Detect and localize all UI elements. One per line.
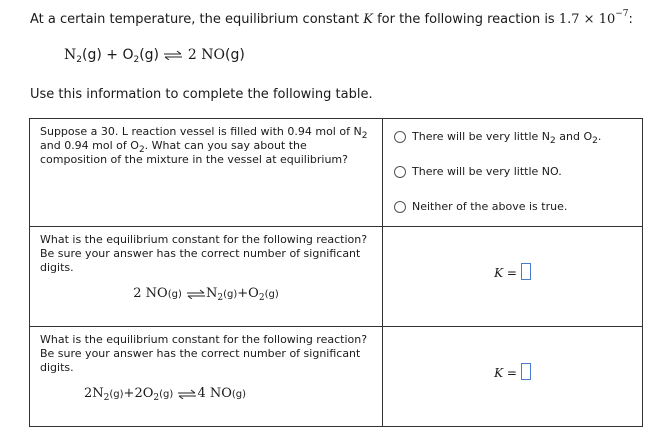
reaction-equation: 2 NO(g) $N_2(g)+O_2(g)$ <box>133 286 279 303</box>
option-little-no[interactable] <box>383 154 642 189</box>
question-cell <box>30 327 383 427</box>
k-symbol: K <box>363 12 373 27</box>
radio-button[interactable] <box>394 166 406 178</box>
option-neither[interactable] <box>383 189 642 224</box>
table-row <box>30 119 643 227</box>
question-text: What is the equilibrium constant for the following reaction? Be sure your answer has the correct number of significant digits. <box>40 233 368 274</box>
k-answer-line: K = <box>383 263 642 280</box>
option-label: There will be very little $N_2$ and $O_2$. <box>412 130 602 146</box>
question-table <box>29 118 643 427</box>
radio-button[interactable] <box>394 201 406 213</box>
answer-options-cell <box>383 119 643 227</box>
answer-cell <box>383 227 643 327</box>
main-reaction-equation: $N_2(g) + O_2(g)$ 2 NO(g) <box>64 47 245 65</box>
intro-text: At a certain temperature, the equilibrium constant K for the following reaction is $1.7 \times 10^{-7}$: <box>30 9 633 27</box>
table-row <box>30 227 643 327</box>
option-label: Neither of the above is true. <box>412 200 568 213</box>
k-answer-input[interactable] <box>521 363 531 380</box>
k-value: $1.7 \times 10^{-7}$ <box>558 9 629 27</box>
equilibrium-arrow-icon <box>163 50 183 60</box>
equilibrium-arrow-icon <box>177 389 197 399</box>
question-text: What is the equilibrium constant for the following reaction? Be sure your answer has the correct number of significant digits. <box>40 333 368 374</box>
question-cell: Suppose a 30. L reaction vessel is filled with 0.94 mol of $N_2$ and 0.94 mol of $O_2$. What can you say about the composition of the mixture in the vessel at equilibrium? <box>30 119 383 227</box>
option-little-reactants[interactable] <box>383 119 642 154</box>
question-cell <box>30 227 383 327</box>
k-answer-input[interactable] <box>521 263 531 280</box>
answer-cell <box>383 327 643 427</box>
table-row <box>30 327 643 427</box>
instruction-text: Use this information to complete the following table. <box>30 87 373 102</box>
k-answer-line: K = <box>383 363 642 380</box>
radio-button[interactable] <box>394 131 406 143</box>
reaction-equation: $2N_2(g)+2O_2(g)$ 4 NO(g) <box>84 386 247 403</box>
option-label: There will be very little NO. <box>412 165 562 178</box>
equilibrium-arrow-icon <box>186 289 206 299</box>
